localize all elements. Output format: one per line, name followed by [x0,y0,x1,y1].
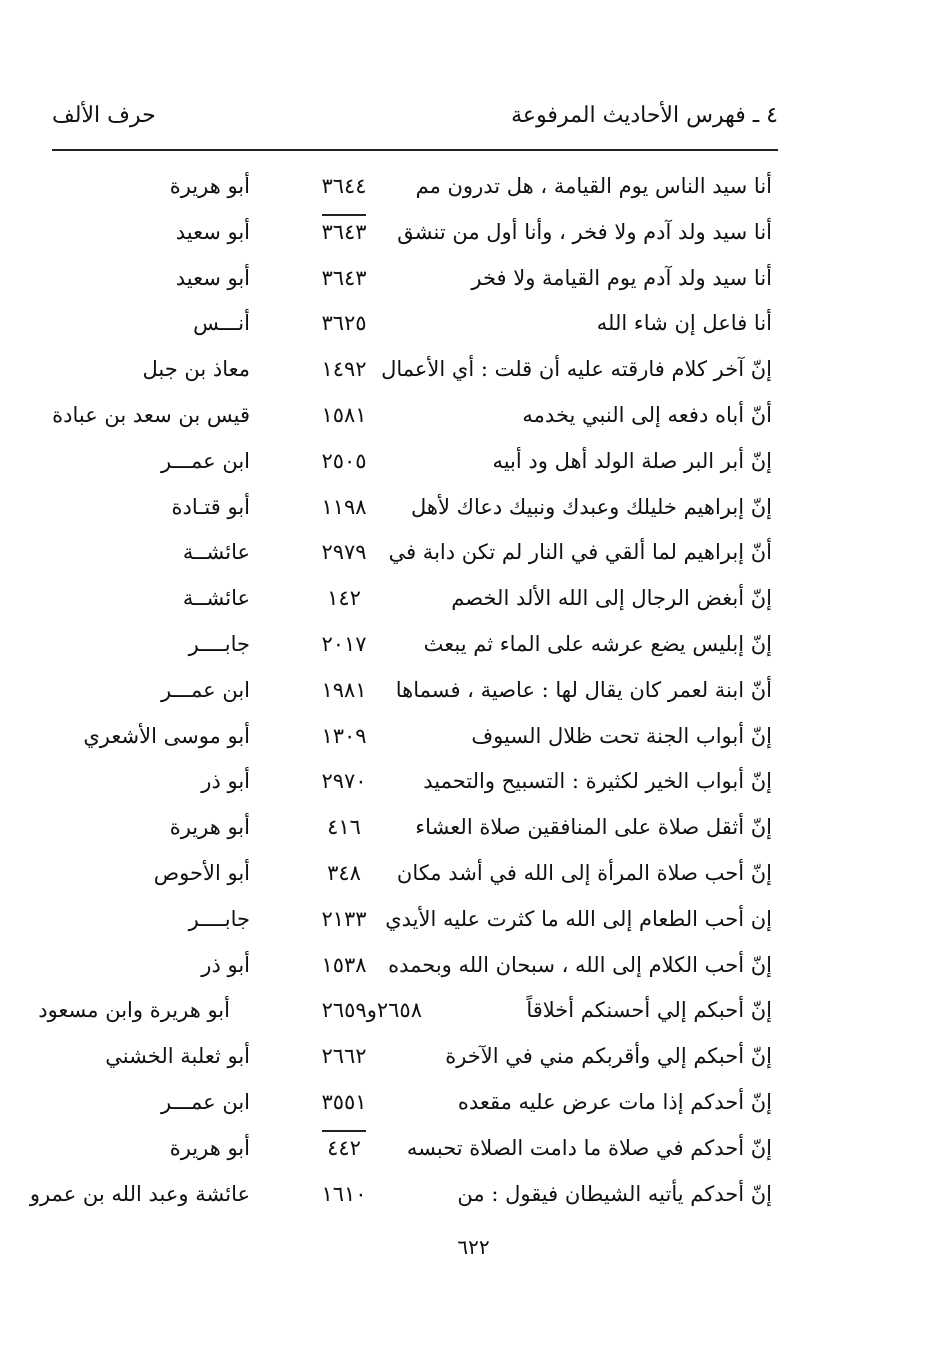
narrator: أبو ذر [201,769,250,794]
index-entry [40,1130,772,1176]
hadith-text: إنّ أحب الكلام إلى الله ، سبحان الله وبحمده [388,952,772,977]
page-number: ٦٢٢ [457,1235,490,1259]
index-entry [40,718,772,764]
index-entry [40,809,772,855]
hadith-number: ١٥٣٨ [321,952,367,977]
narrator: معاذ بن جبل [142,357,250,382]
narrator: جابــــر [188,631,250,656]
index-entry [40,580,772,626]
hadith-text: أنّ ابنة لعمر كان يقال لها : عاصية ، فسماها [395,677,772,702]
narrator: أبو قتـادة [171,494,250,519]
narrator: أبو هريرة [169,1135,250,1160]
index-entry [40,397,772,443]
hadith-text: إنّ آخر كلام فارقته عليه أن قلت : أي الأعمال [381,357,772,382]
narrator: أبو موسى الأشعري [83,723,250,748]
hadith-number: ٣٦٤٣ [294,220,394,244]
hadith-text: إنّ أحدكم إذا مات عرض عليه مقعده [457,1089,772,1114]
hadith-text: أنّ إبراهيم لما ألقي في النار لم تكن دابة في [388,540,772,565]
hadith-text: إنّ أحبكم إلي وأقربكم مني في الآخرة [445,1044,772,1069]
hadith-number: ٢٩٧٠ [321,769,367,794]
narrator: قيس بن سعد بن عبادة [52,402,250,427]
header-rule [52,149,778,151]
narrator: أبو هريرة [169,174,250,198]
hadith-number: ٣٦٤٤ [321,174,367,198]
hadith-text: إنّ إبليس يضع عرشه على الماء ثم يبعث [423,631,772,656]
hadith-number: ٣٤٨ [327,860,361,885]
hadith-text: أنا سيد ولد آدم ولا فخر ، وأنا أول من تنشق [397,219,772,244]
section-title: حرف الألف [52,103,156,128]
narrator: عائشــة [182,586,250,611]
hadith-text: إنّ أبغض الرجال إلى الله الألد الخصم [451,586,772,611]
hadith-number: ١٥٨١ [321,402,367,427]
hadith-number: ١٣٠٩ [321,723,367,748]
index-entry [40,305,772,351]
narrator: أبو الأحوص [153,860,250,885]
index-entry [40,351,772,397]
hadith-number: ٢٠١٧ [321,631,367,656]
narrator: أبو هريرة [169,815,250,840]
narrator: أبو هريرة وابن مسعود [38,998,230,1023]
hadith-text: إنّ أحب صلاة المرأة إلى الله في أشد مكان [396,860,772,885]
index-entry [40,443,772,489]
hadith-number: ١٦١٠ [321,1181,367,1206]
hadith-number: ١٩٨١ [321,677,367,702]
hadith-number: ٣٥٥١ [321,1089,367,1114]
index-entry [40,947,772,993]
index-entry [40,626,772,672]
index-entry [40,534,772,580]
hadith-text: إنّ أبواب الخير لكثيرة : التسبيح والتحميد [423,769,772,794]
index-entry [40,260,772,306]
hadith-text: إنّ أبر البر صلة الولد أهل ود أبيه [492,448,772,473]
hadith-number: ٤٤٢ [294,1136,394,1160]
index-entry [40,901,772,947]
hadith-index-list [29,168,772,1221]
narrator: أنـــس [193,311,250,336]
index-entry [40,855,772,901]
index-entry [40,672,772,718]
hadith-text: إنّ أحدكم في صلاة ما دامت الصلاة تحبسه [406,1135,772,1160]
hadith-number: ٢٦٥٨و٢٦٥٩ [321,998,422,1023]
hadith-number: ٢٦٦٢ [321,1044,367,1069]
hadith-number: ٢٩٧٩ [321,540,367,565]
hadith-text: أنّ أباه دفعه إلى النبي يخدمه [522,402,772,427]
narrator: ابن عمـــر [160,1089,250,1114]
narrator: أبو سعيد [175,219,250,244]
hadith-text: إنّ أحبكم إلي أحسنكم أخلاقاً [526,998,772,1023]
hadith-text: أنا فاعل إن شاء الله [596,311,772,336]
hadith-number: ١١٩٨ [321,494,367,519]
hadith-number: ١٤٢ [327,586,361,611]
hadith-text: إنّ إبراهيم خليلك وعبدك ونبيك دعاك لأهل [411,494,772,519]
hadith-text: أنا سيد ولد آدم يوم القيامة ولا فخر [471,265,772,290]
narrator: أبو سعيد [175,265,250,290]
index-entry [40,763,772,809]
narrator: ابن عمـــر [160,448,250,473]
hadith-number: ٣٦٢٥ [321,311,367,336]
narrator: ابن عمـــر [160,677,250,702]
narrator: أبو ذر [201,952,250,977]
narrator: جابــــر [188,906,250,931]
hadith-text: إن أحب الطعام إلى الله ما كثرت عليه الأيدي [385,906,772,931]
index-entry [40,1084,772,1130]
index-entry [29,1176,772,1222]
narrator: عائشة وعبد الله بن عمرو [29,1181,250,1206]
hadith-number: ٣٦٤٣ [321,265,367,290]
hadith-number: ٢٥٠٥ [321,448,367,473]
index-entry [40,992,772,1038]
index-entry [40,489,772,535]
chapter-title: ٤ ـ فهرس الأحاديث المرفوعة [511,103,778,128]
hadith-text: أنا سيد الناس يوم القيامة ، هل تدرون مم [415,174,772,198]
narrator: عائشــة [182,540,250,565]
hadith-text: إنّ أحدكم يأتيه الشيطان فيقول : من [457,1181,772,1206]
hadith-text: إنّ أثقل صلاة على المنافقين صلاة العشاء [415,815,772,840]
hadith-number: ٢١٣٣ [321,906,367,931]
narrator: أبو ثعلبة الخشني [105,1044,250,1069]
index-entry [40,1038,772,1084]
hadith-number: ٤١٦ [327,815,361,840]
running-header [52,103,778,139]
index-entry [40,214,772,260]
hadith-number: ١٤٩٢ [321,357,367,382]
index-entry [40,168,772,214]
hadith-text: إنّ أبواب الجنة تحت ظلال السيوف [471,723,772,748]
